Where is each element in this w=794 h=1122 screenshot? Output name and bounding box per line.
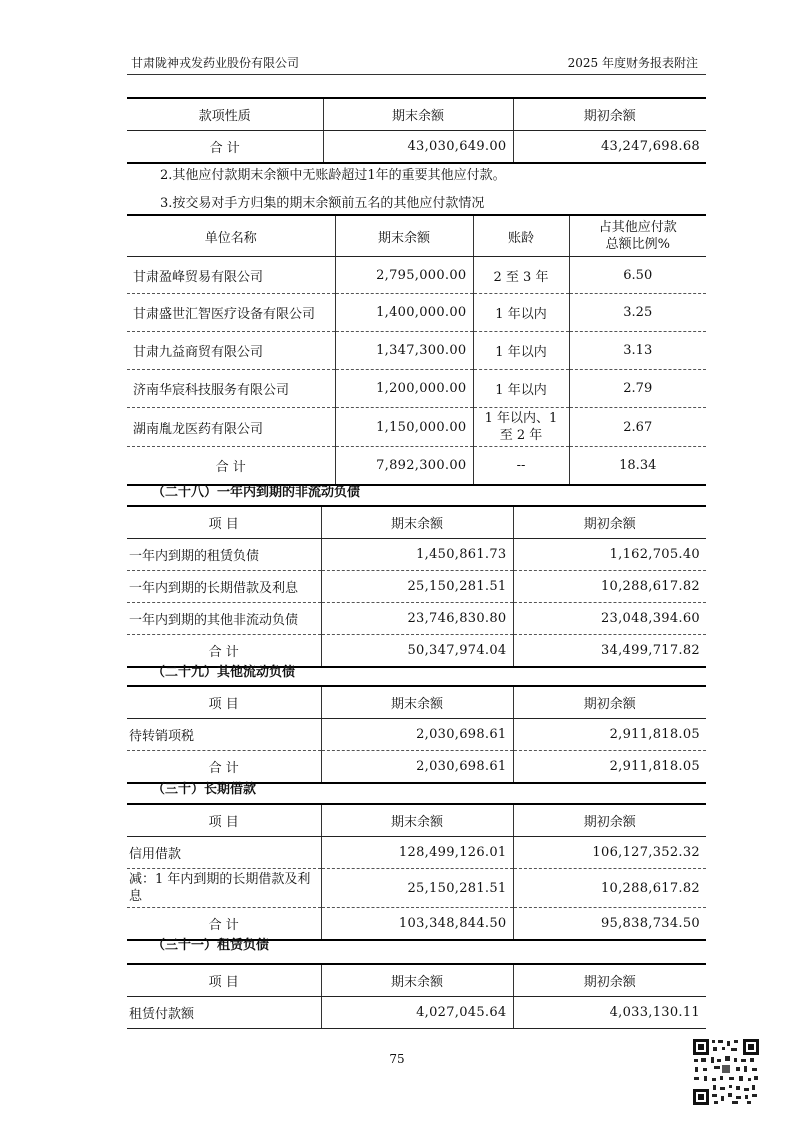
col-header-end: 期末余额 bbox=[321, 506, 513, 539]
col-header-item: 项 目 bbox=[127, 506, 321, 539]
begin-balance: 23,048,394.60 bbox=[513, 603, 706, 635]
end-balance: 1,400,000.00 bbox=[335, 294, 473, 332]
item: 待转销项税 bbox=[127, 719, 321, 751]
table-row bbox=[127, 257, 706, 294]
table-lease-liabilities bbox=[127, 963, 706, 1029]
table-row bbox=[127, 837, 706, 869]
col-header-end: 期末余额 bbox=[323, 98, 513, 131]
table-row bbox=[127, 294, 706, 332]
unit-name: 甘肃盛世汇智医疗设备有限公司 bbox=[127, 294, 335, 332]
total-row bbox=[127, 447, 706, 486]
total-label: 合 计 bbox=[127, 908, 321, 941]
table-row bbox=[127, 332, 706, 370]
table-top5-payables bbox=[127, 214, 706, 486]
section-title-30: （三十）长期借款 bbox=[152, 782, 257, 797]
section-title-29: （二十九）其他流动负债 bbox=[152, 665, 296, 680]
page-number: 75 bbox=[389, 1052, 405, 1066]
ratio: 2.79 bbox=[569, 370, 706, 408]
col-header-begin: 期初余额 bbox=[513, 686, 706, 719]
table-row bbox=[127, 539, 706, 571]
total-begin: 43,247,698.68 bbox=[513, 131, 706, 164]
col-header-begin: 期初余额 bbox=[513, 506, 706, 539]
table-noncurrent-liabilities-due-within-year bbox=[127, 505, 706, 668]
end-balance: 4,027,045.64 bbox=[321, 997, 513, 1029]
col-header-pct: 占其他应付款 总额比例% bbox=[569, 215, 706, 257]
end-balance: 2,030,698.61 bbox=[321, 719, 513, 751]
table-other-current-liabilities bbox=[127, 685, 706, 784]
note-3: 3.按交易对手方归集的期末余额前五名的其他应付款情况 bbox=[160, 196, 485, 211]
section-title-31: （三十一）租赁负债 bbox=[152, 938, 270, 953]
aging: 1 年以内、1 至 2 年 bbox=[473, 408, 569, 447]
end-balance: 25,150,281.51 bbox=[321, 571, 513, 603]
begin-balance: 1,162,705.40 bbox=[513, 539, 706, 571]
table-row bbox=[127, 408, 706, 447]
ratio: 3.13 bbox=[569, 332, 706, 370]
end-balance: 128,499,126.01 bbox=[321, 837, 513, 869]
table-row bbox=[127, 719, 706, 751]
item: 信用借款 bbox=[127, 837, 321, 869]
table-row bbox=[127, 869, 706, 908]
table-row bbox=[127, 997, 706, 1029]
table-header-row bbox=[127, 98, 706, 131]
col-header-item: 项 目 bbox=[127, 686, 321, 719]
col-header-begin: 期初余额 bbox=[513, 964, 706, 997]
begin-balance: 10,288,617.82 bbox=[513, 869, 706, 908]
total-age: -- bbox=[473, 447, 569, 486]
aging: 1 年以内 bbox=[473, 332, 569, 370]
unit-name: 甘肃盈峰贸易有限公司 bbox=[127, 257, 335, 294]
total-begin: 2,911,818.05 bbox=[513, 751, 706, 784]
total-end: 50,347,974.04 bbox=[321, 635, 513, 668]
end-balance: 1,150,000.00 bbox=[335, 408, 473, 447]
ratio: 3.25 bbox=[569, 294, 706, 332]
total-label: 合 计 bbox=[127, 447, 335, 486]
header-company: 甘肃陇神戎发药业股份有限公司 bbox=[131, 56, 300, 70]
qr-code-icon bbox=[692, 1038, 760, 1106]
unit-name: 甘肃九益商贸有限公司 bbox=[127, 332, 335, 370]
table-other-payables-nature bbox=[127, 97, 706, 164]
end-balance: 23,746,830.80 bbox=[321, 603, 513, 635]
header-report-title: 2025 年度财务报表附注 bbox=[567, 56, 698, 70]
total-end: 2,030,698.61 bbox=[321, 751, 513, 784]
col-header-end: 期末余额 bbox=[321, 686, 513, 719]
col-header-begin: 期初余额 bbox=[513, 804, 706, 837]
aging: 1 年以内 bbox=[473, 370, 569, 408]
unit-name: 济南华宸科技服务有限公司 bbox=[127, 370, 335, 408]
total-end: 43,030,649.00 bbox=[323, 131, 513, 164]
item: 一年内到期的其他非流动负债 bbox=[127, 603, 321, 635]
table-long-term-borrowings bbox=[127, 803, 706, 941]
table-header-row bbox=[127, 215, 706, 257]
header-rule bbox=[127, 74, 706, 75]
col-header-begin: 期初余额 bbox=[513, 98, 706, 131]
unit-name: 湖南胤龙医药有限公司 bbox=[127, 408, 335, 447]
aging: 2 至 3 年 bbox=[473, 257, 569, 294]
table-row bbox=[127, 603, 706, 635]
total-row bbox=[127, 131, 706, 164]
total-label: 合 计 bbox=[127, 635, 321, 668]
col-header-nature: 款项性质 bbox=[127, 98, 323, 131]
end-balance: 2,795,000.00 bbox=[335, 257, 473, 294]
item: 租赁付款额 bbox=[127, 997, 321, 1029]
col-header-end: 期末余额 bbox=[335, 215, 473, 257]
col-header-end: 期末余额 bbox=[321, 964, 513, 997]
section-title-28: （二十八）一年内到期的非流动负债 bbox=[152, 485, 361, 500]
table-header-row bbox=[127, 686, 706, 719]
end-balance: 25,150,281.51 bbox=[321, 869, 513, 908]
table-header-row bbox=[127, 964, 706, 997]
total-begin: 34,499,717.82 bbox=[513, 635, 706, 668]
ratio: 6.50 bbox=[569, 257, 706, 294]
col-header-end: 期末余额 bbox=[321, 804, 513, 837]
item: 一年内到期的租赁负债 bbox=[127, 539, 321, 571]
note-2: 2.其他应付款期末余额中无账龄超过1年的重要其他应付款。 bbox=[160, 168, 506, 183]
table-row bbox=[127, 370, 706, 408]
col-header-item: 项 目 bbox=[127, 964, 321, 997]
table-row bbox=[127, 571, 706, 603]
table-header-row bbox=[127, 804, 706, 837]
total-end: 103,348,844.50 bbox=[321, 908, 513, 941]
begin-balance: 4,033,130.11 bbox=[513, 997, 706, 1029]
end-balance: 1,347,300.00 bbox=[335, 332, 473, 370]
total-begin: 95,838,734.50 bbox=[513, 908, 706, 941]
total-label: 合 计 bbox=[127, 751, 321, 784]
total-end: 7,892,300.00 bbox=[335, 447, 473, 486]
item: 一年内到期的长期借款及利息 bbox=[127, 571, 321, 603]
begin-balance: 10,288,617.82 bbox=[513, 571, 706, 603]
end-balance: 1,200,000.00 bbox=[335, 370, 473, 408]
aging: 1 年以内 bbox=[473, 294, 569, 332]
item: 减：1 年内到期的长期借款及利息 bbox=[127, 869, 321, 908]
table-header-row bbox=[127, 506, 706, 539]
col-header-item: 项 目 bbox=[127, 804, 321, 837]
col-header-age: 账龄 bbox=[473, 215, 569, 257]
ratio: 2.67 bbox=[569, 408, 706, 447]
end-balance: 1,450,861.73 bbox=[321, 539, 513, 571]
begin-balance: 2,911,818.05 bbox=[513, 719, 706, 751]
col-header-unit: 单位名称 bbox=[127, 215, 335, 257]
total-ratio: 18.34 bbox=[569, 447, 706, 486]
begin-balance: 106,127,352.32 bbox=[513, 837, 706, 869]
total-label: 合 计 bbox=[127, 131, 323, 164]
